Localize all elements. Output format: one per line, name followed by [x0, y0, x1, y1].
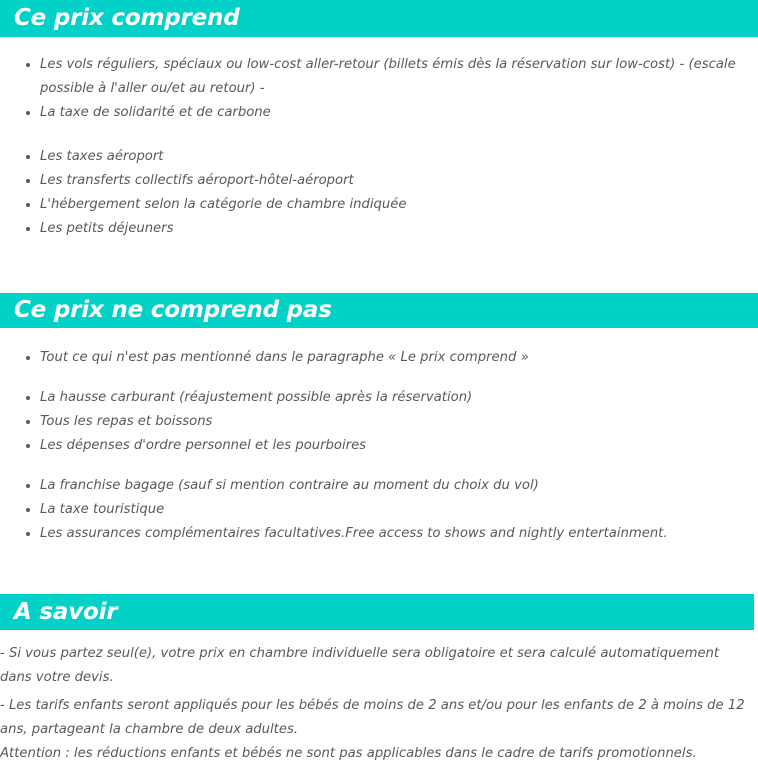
list-item: La hausse carburant (réajustement possible après la réservation)	[0, 386, 758, 410]
list-item: Tous les repas et boissons	[0, 410, 758, 434]
list-item: La taxe de solidarité et de carbone	[0, 101, 758, 125]
list-item: La franchise bagage (sauf si mention contraire au moment du choix du vol)	[0, 474, 758, 498]
spacer	[0, 370, 758, 386]
paragraph: - Si vous partez seul(e), votre prix en chambre individuelle sera obligatoire et sera calculé automatiquement dans votre devis.	[0, 646, 720, 685]
section-header-a-savoir	[0, 594, 754, 630]
bullet-list-group-1	[0, 346, 758, 370]
list-item: Les transferts collectifs aéroport-hôtel-aéroport	[0, 169, 758, 193]
section-spacer	[0, 546, 758, 594]
bullet-list-group-1	[0, 53, 758, 125]
spacer	[0, 630, 758, 642]
paragraph: - Les tarifs enfants seront appliqués pour les bébés de moins de 2 ans et/ou pour les enfants de 2 à moins de 12 ans, partageant la chambre de deux adultes.	[0, 698, 745, 737]
spacer	[0, 328, 758, 346]
list-item: La taxe touristique	[0, 498, 758, 522]
section-title: Ce prix ne comprend pas	[14, 297, 332, 323]
list-item: Les dépenses d'ordre personnel et les pourboires	[0, 434, 758, 458]
section-title: Ce prix comprend	[14, 5, 240, 31]
section-title: A savoir	[14, 598, 118, 625]
list-item: Les assurances complémentaires facultatives.Free access to shows and nightly entertainment.	[0, 522, 758, 546]
bullet-list-group-2	[0, 386, 758, 458]
list-item: Les taxes aéroport	[0, 145, 758, 169]
section-body-ce-prix-ne-comprend-pas	[0, 328, 758, 546]
section-header-ce-prix-comprend	[0, 0, 758, 37]
spacer	[0, 458, 758, 474]
paragraph: Attention : les réductions enfants et bébés ne sont pas applicables dans le cadre de tarifs promotionnels.	[0, 746, 697, 761]
bullet-list-group-2	[0, 145, 758, 241]
list-item: L'hébergement selon la catégorie de chambre indiquée	[0, 193, 758, 217]
spacer	[0, 37, 758, 53]
section-body-ce-prix-comprend	[0, 37, 758, 241]
section-spacer	[0, 241, 758, 293]
list-item: Tout ce qui n'est pas mentionné dans le paragraphe « Le prix comprend »	[0, 346, 758, 370]
spacer	[0, 125, 758, 145]
section-header-ce-prix-ne-comprend-pas	[0, 293, 758, 328]
section-body-a-savoir	[0, 630, 758, 766]
list-item: Les petits déjeuners	[0, 217, 758, 241]
list-item: Les vols réguliers, spéciaux ou low-cost aller-retour (billets émis dès la réservation sur low-cost) - (escale possible à l'aller ou/et au retour) -	[0, 53, 758, 101]
bullet-list-group-3	[0, 474, 758, 546]
